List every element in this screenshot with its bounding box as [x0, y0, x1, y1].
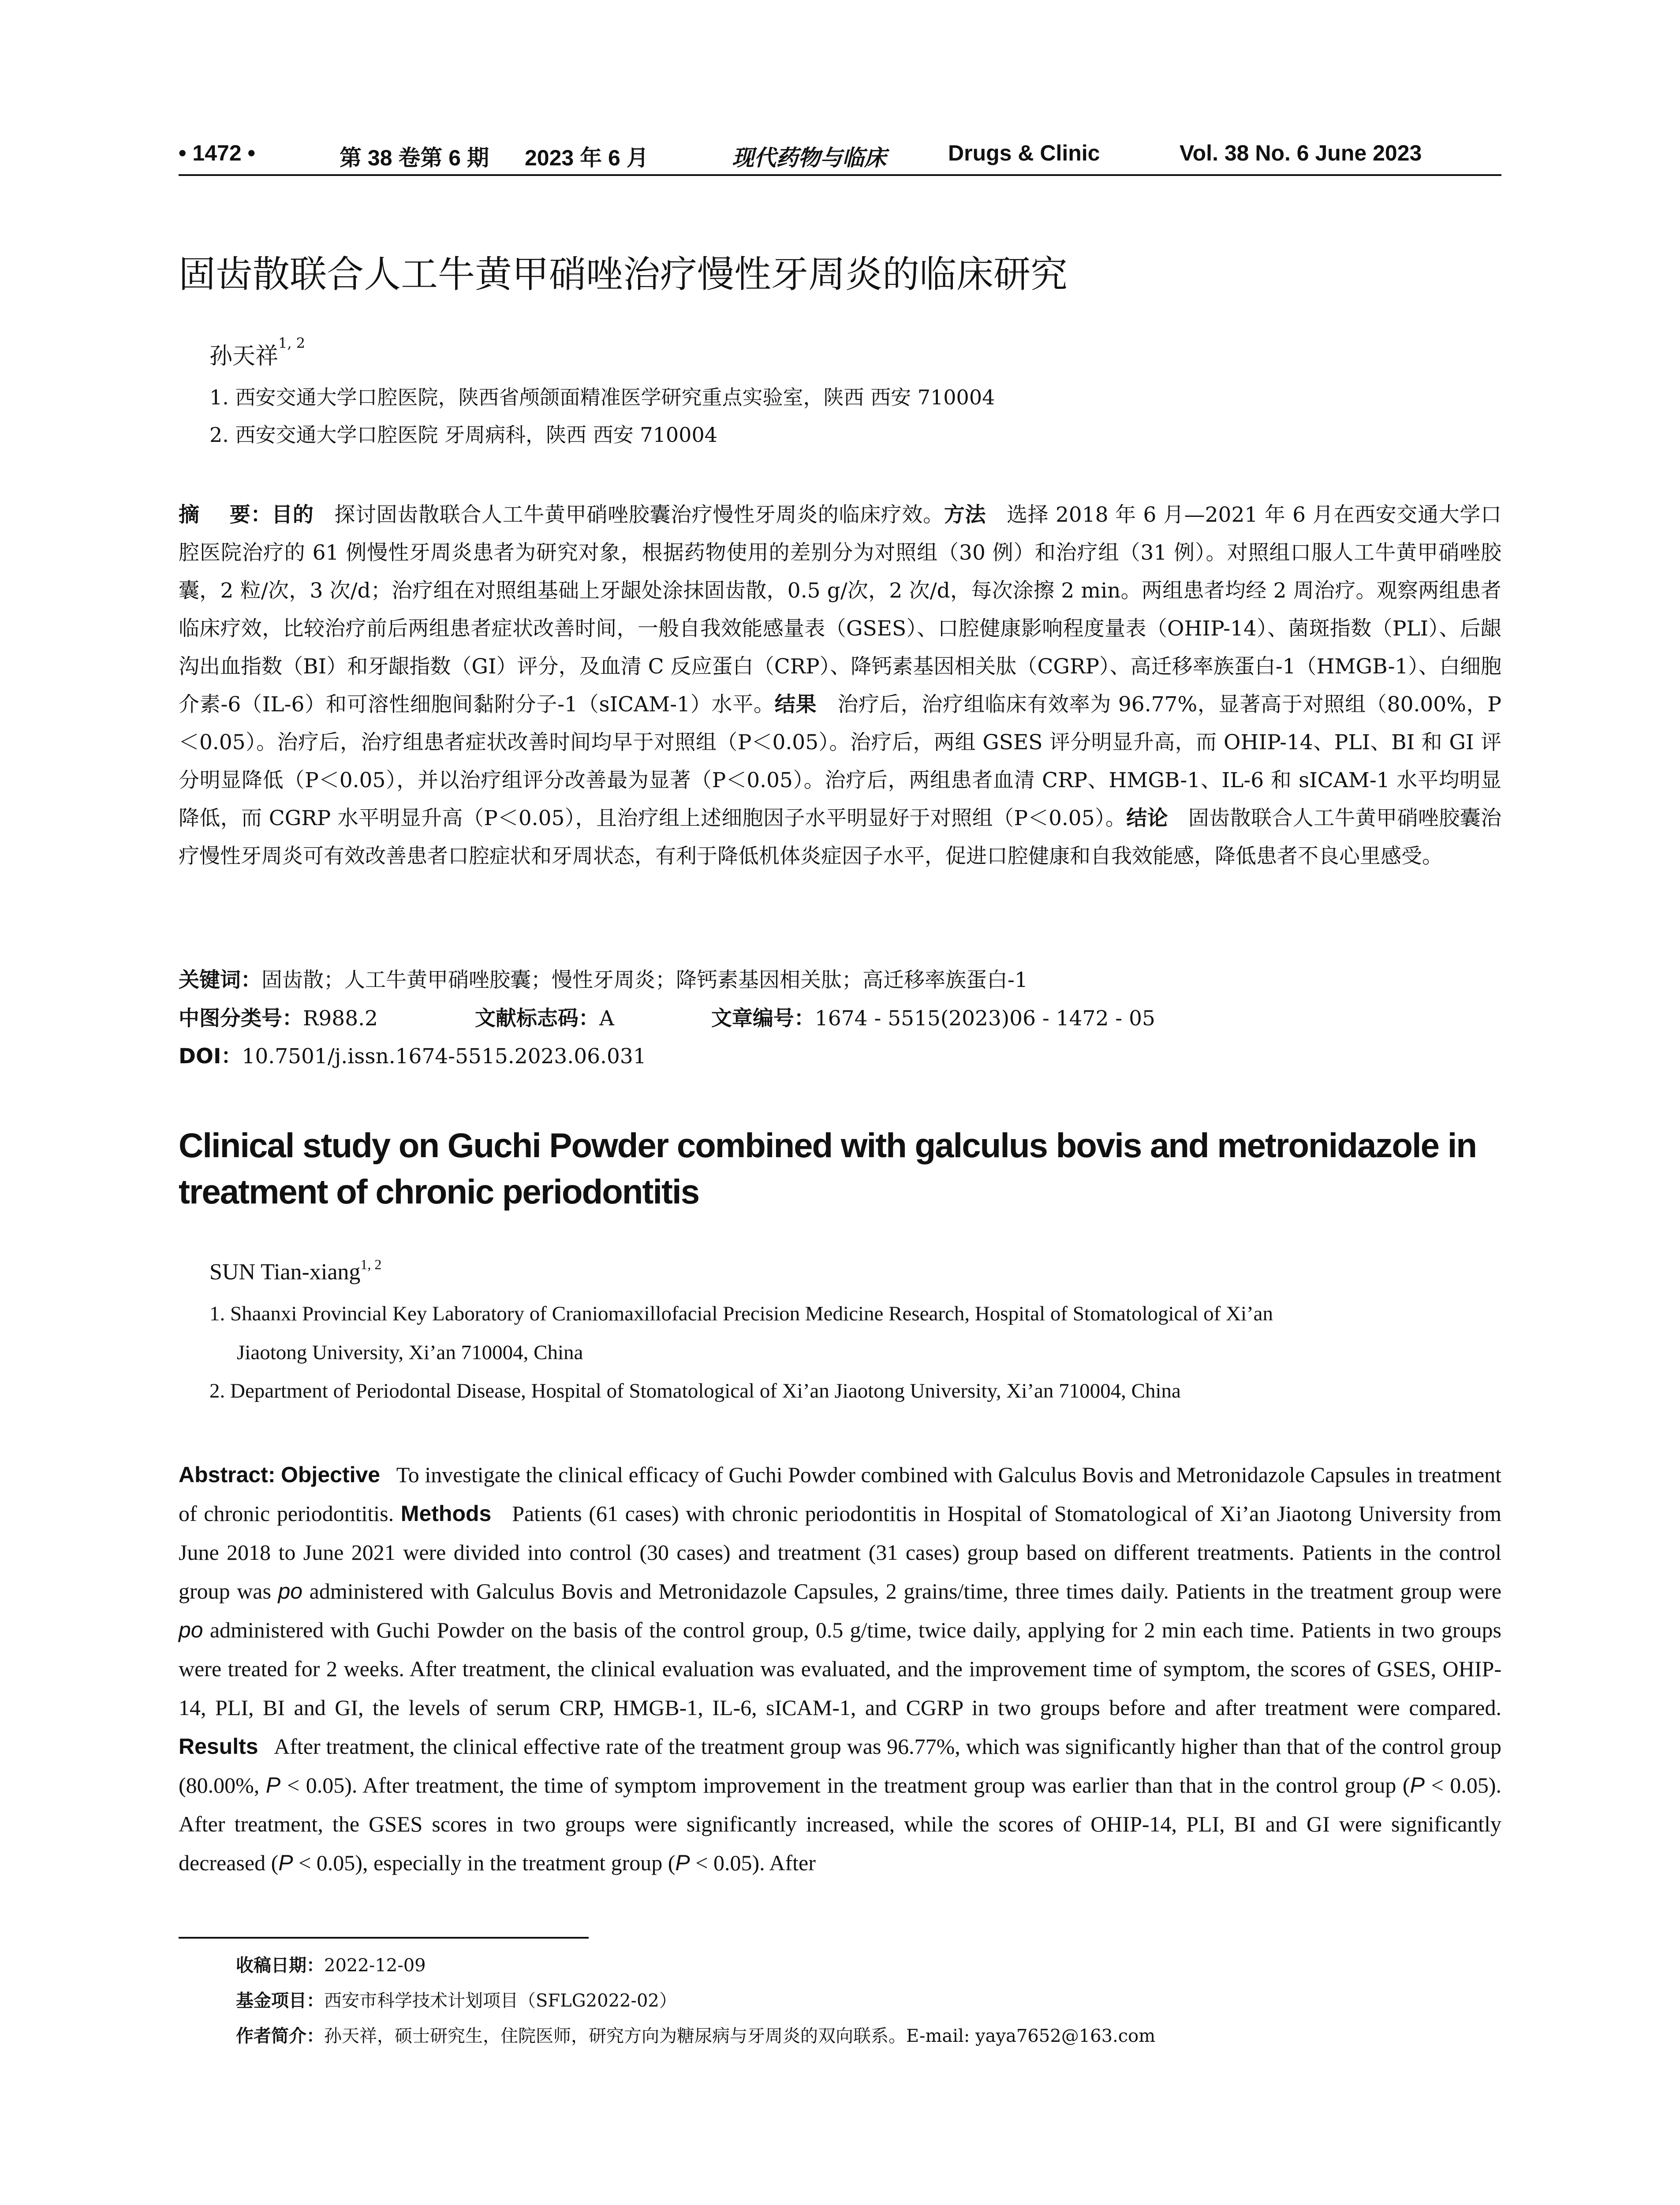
author-affiliation-marks: 1, 2 — [278, 335, 306, 351]
po-italic-2: po — [179, 1618, 203, 1642]
keywords-cn — [179, 964, 1028, 993]
doc-code-value: A — [599, 1006, 614, 1031]
doi-label: DOI： — [179, 1044, 242, 1069]
author-cn — [209, 337, 305, 370]
results-text-en-3: < 0.05). After treatment, the GSES scores in two groups were significantly increased, while the scores of OHIP-14, PLI, BI and GI were significantly decreased ( — [179, 1773, 1502, 1875]
author-name-en: SUN Tian-xiang — [209, 1259, 361, 1285]
keywords-value: 固齿散；人工牛黄甲硝唑胶囊；慢性牙周炎；降钙素基因相关肽；高迁移率族蛋白-1 — [261, 968, 1028, 992]
author-name-cn: 孙天祥 — [209, 343, 279, 370]
clc-label: 中图分类号： — [179, 1006, 303, 1031]
affiliation-en-1-line1: 1. Shaanxi Provincial Key Laboratory of Craniomaxillofacial Precision Medicine Research, Hospital of Stomatological of Xi’an — [209, 1302, 1273, 1325]
affiliation-cn-2: 2. 西安交通大学口腔医院 牙周病科，陕西 西安 710004 — [209, 423, 717, 447]
clc-value: R988.2 — [303, 1006, 378, 1031]
abstract-label-cn: 摘 要： — [179, 503, 272, 527]
objective-text-en: To investigate the clinical efficacy of Guchi Powder combined with Galculus Bovis and Metronidazole Capsules in treatment of chronic periodontitis. — [179, 1462, 1501, 1526]
objective-label-cn: 目的 — [272, 503, 314, 527]
affiliation-en-1 — [209, 1294, 1501, 1372]
footnote-received — [236, 1951, 426, 1977]
running-header — [179, 140, 1501, 176]
footnote-fund-value: 西安市科学技术计划项目（SFLG2022-02） — [324, 1991, 677, 2011]
results-label-en: Results — [179, 1734, 258, 1759]
article-title-cn: 固齿散联合人工牛黄甲硝唑治疗慢性牙周炎的临床研究 — [179, 253, 1068, 296]
results-text-en-2: < 0.05). After treatment, the time of symptom improvement in the treatment group was earlier than that in the control group ( — [287, 1773, 1410, 1798]
affiliation-en-2 — [209, 1372, 1501, 1410]
abstract-label-en: Abstract: — [179, 1462, 276, 1487]
footnote-author-label: 作者简介： — [236, 2026, 324, 2046]
article-no-label: 文章编号： — [711, 1006, 815, 1031]
doi-line — [179, 1040, 646, 1069]
po-italic-1: po — [278, 1579, 303, 1603]
doi-value: 10.7501/j.issn.1674-5515.2023.06.031 — [242, 1044, 646, 1069]
methods-text-en-3: administered with Guchi Powder on the basis of the control group, 0.5 g/time, twice daily, applying for 2 min each time. Patients in two groups were treated for 2 weeks. After treatment, the clinical evaluation was evaluated, and the improvement time of symptom, the scores of GSES, OHIP-14, PLI, BI and GI, the levels of serum CRP, HMGB-1, IL-6, sICAM-1, and CGRP in two groups before and after treatment were compared. — [179, 1618, 1501, 1720]
volume-en: Vol. 38 No. 6 June 2023 — [1180, 141, 1422, 165]
results-label-cn: 结果 — [774, 692, 817, 717]
journal-name-cn: 现代药物与临床 — [732, 145, 886, 171]
results-text-en-5: < 0.05). After — [695, 1850, 816, 1875]
affiliation-en-1-line2: Jiaotong University, Xi’an 710004, China — [237, 1341, 583, 1364]
footnote-received-value: 2022-12-09 — [324, 1955, 426, 1976]
footnote-fund — [236, 1987, 677, 2012]
doc-code-label: 文献标志码： — [474, 1006, 599, 1031]
header-rule — [179, 174, 1501, 176]
affiliation-cn-1: 1. 西安交通大学口腔医院，陕西省颅颌面精准医学研究重点实验室，陕西 西安 710004 — [209, 385, 995, 409]
objective-text-cn: 探讨固齿散联合人工牛黄甲硝唑胶囊治疗慢性牙周炎的临床疗效。 — [334, 503, 944, 527]
p-italic-2: P — [1410, 1773, 1425, 1798]
volume-cn: 第 38 卷第 6 期 — [340, 146, 489, 170]
methods-text-cn: 选择 2018 年 6 月—2021 年 6 月在西安交通大学口腔医院治疗的 61 例慢性牙周炎患者为研究对象，根据药物使用的差别分为对照组（30 例）和治疗组（31 例）。对照组口服人工牛黄甲硝唑胶囊，2 粒/次，3 次/d；治疗组在对照组基础上牙龈处涂抹固齿散，0.5 g/次，2 次/d，每次涂擦 2 min。两组患者均经 2 周治疗。观察两组患者临床疗效，比较治疗前后两组患者症状改善时间，一般自我效能感量表（GSES）、口腔健康影响程度量表（OHIP-14）、菌斑指数（PLI）、后龈沟出血指数（BI）和牙龈指数（GI）评分，及血清 C 反应蛋白（CRP）、降钙素基因相关肽（CGRP）、高迁移率族蛋白-1（HMGB-1）、白细胞介素-6（IL-6）和可溶性细胞间黏附分子-1（sICAM-1）水平。 — [179, 503, 1502, 717]
journal-name-en: Drugs & Clinic — [948, 141, 1100, 165]
p-italic-4: P — [675, 1850, 690, 1875]
results-text-cn: 治疗后，治疗组临床有效率为 96.77%，显著高于对照组（80.00%，P＜0.05）。治疗后，治疗组患者症状改善时间均早于对照组（P＜0.05）。治疗后，两组 GSES 评分明显升高，而 OHIP-14、PLI、BI 和 GI 评分明显降低（P＜0.05），并以治疗组评分改善最为显著（P＜0.05）。治疗后，两组患者血清 CRP、HMGB-1、IL-6 和 sICAM-1 水平均明显降低，而 CGRP 水平明显升高（P＜0.05），且治疗组上述细胞因子水平明显好于对照组（P＜0.05）。 — [179, 692, 1502, 830]
methods-label-cn: 方法 — [944, 503, 986, 527]
results-text-en-1: After treatment, the clinical effective rate of the treatment group was 96.77%, which was significantly higher than that of the control group (80.00%, — [179, 1734, 1501, 1798]
abstract-cn — [179, 496, 1501, 875]
conclusion-label-cn: 结论 — [1126, 806, 1168, 830]
keywords-label: 关键词： — [179, 968, 261, 992]
article-no-value: 1674 - 5515(2023)06 - 1472 - 05 — [814, 1006, 1155, 1031]
p-italic-1: P — [265, 1773, 281, 1798]
footnote-received-label: 收稿日期： — [236, 1955, 324, 1976]
affiliation-en-2-line1: 2. Department of Periodontal Disease, Hospital of Stomatological of Xi’an Jiaotong University, Xi’an 710004, China — [209, 1379, 1181, 1402]
abstract-en — [179, 1455, 1501, 1882]
article-title-en: Clinical study on Guchi Powder combined with galculus bovis and metronidazole in treatment of chronic periodontitis — [179, 1126, 1477, 1211]
footnote-author-value: 孙天祥，硕士研究生，住院医师，研究方向为糖尿病与牙周炎的双向联系。E-mail: yaya7652@163.com — [324, 2026, 1156, 2046]
date-cn: 2023 年 6 月 — [525, 146, 649, 170]
classification-line — [179, 1002, 1155, 1031]
conclusion-text-cn: 固齿散联合人工牛黄甲硝唑胶囊治疗慢性牙周炎可有效改善患者口腔症状和牙周状态，有利于降低机体炎症因子水平，促进口腔健康和自我效能感，降低患者不良心里感受。 — [179, 806, 1501, 868]
footnote-rule — [179, 1937, 589, 1939]
page-number: • 1472 • — [179, 141, 256, 165]
footnote-fund-label: 基金项目： — [236, 1991, 324, 2011]
p-italic-3: P — [278, 1850, 293, 1875]
objective-label-en: Objective — [281, 1462, 381, 1487]
author-en — [209, 1256, 382, 1285]
methods-text-en-1: Patients (61 cases) with chronic periodontitis in Hospital of Stomatological of Xi’an Jiaotong University from June 2018 to June 2021 were divided into control (30 cases) and treatment (31 cases) group based on different treatments. Patients in the control group was — [179, 1501, 1502, 1603]
methods-label-en: Methods — [400, 1501, 492, 1526]
author-affiliation-marks-en: 1, 2 — [360, 1256, 382, 1272]
footnote-author-bio — [236, 2022, 1155, 2047]
results-text-en-4: < 0.05), especially in the treatment group ( — [299, 1850, 676, 1875]
methods-text-en-2: administered with Galculus Bovis and Metronidazole Capsules, 2 grains/time, three times daily. Patients in the treatment group were — [309, 1579, 1502, 1603]
